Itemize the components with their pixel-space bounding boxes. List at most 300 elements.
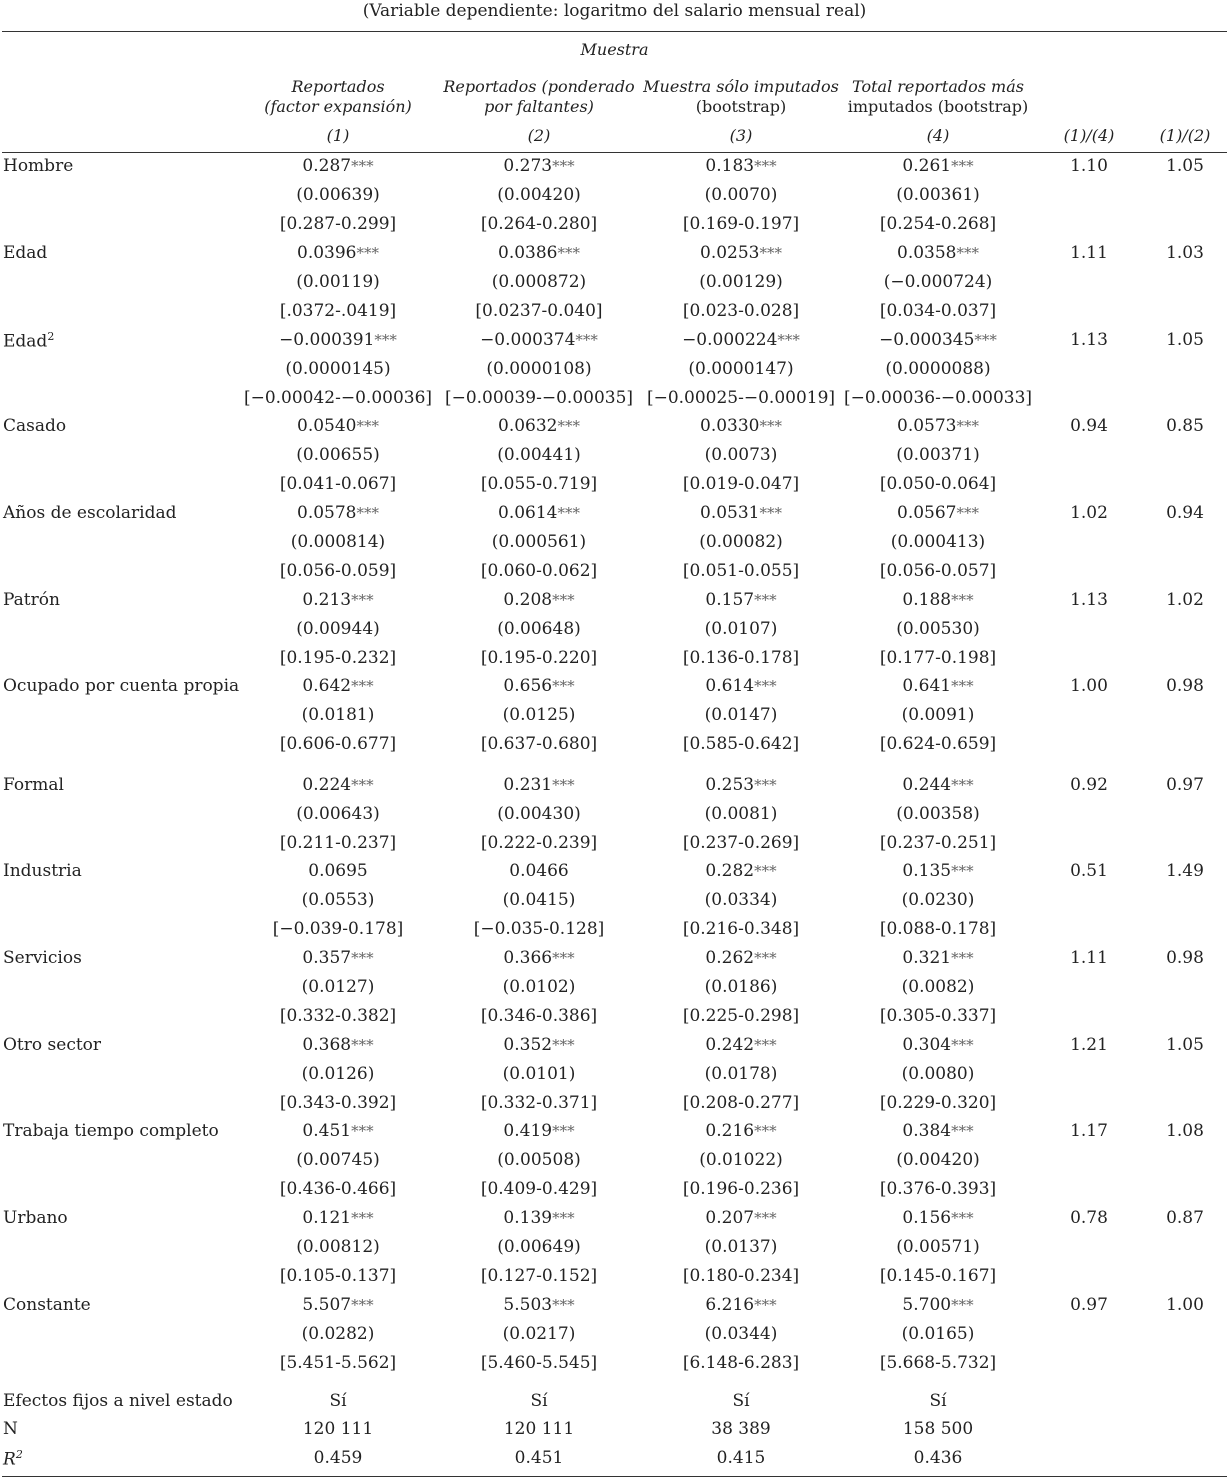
confidence-interval-cell: [0.019-0.047] (682, 474, 800, 494)
table-row-coefficient (0, 1295, 1229, 1324)
footer-cell: 120 111 (302, 1419, 374, 1439)
coefficient-cell: 0.304*** (902, 1035, 974, 1055)
significance-stars: *** (951, 157, 974, 175)
table-row-confidence-interval (0, 919, 1229, 948)
confidence-interval-cell: [0.195-0.232] (279, 648, 397, 668)
bottom-rule (2, 1476, 1227, 1477)
significance-stars: *** (759, 244, 782, 262)
coefficient-cell: 5.700*** (902, 1295, 974, 1315)
confidence-interval-cell: [0.264-0.280] (480, 214, 598, 234)
coefficient-cell: 0.183*** (705, 156, 777, 176)
significance-stars: *** (951, 1122, 974, 1140)
significance-stars: *** (552, 1122, 575, 1140)
column-number-3: (3) (729, 126, 753, 145)
significance-stars: *** (351, 677, 374, 695)
confidence-interval-cell: [0.211-0.237] (279, 833, 397, 853)
table-row-standard-error (0, 445, 1229, 474)
confidence-interval-cell: [.0372-.0419] (279, 301, 397, 321)
table-row-confidence-interval (0, 474, 1229, 503)
footer-label: $R^2$ (3, 1448, 23, 1470)
table-row-confidence-interval (0, 1093, 1229, 1122)
confidence-interval-cell: [0.332-0.371] (480, 1093, 598, 1113)
coefficient-cell: 0.656*** (503, 676, 575, 696)
standard-error-cell: (0.0282) (301, 1324, 375, 1344)
confidence-interval-cell: [0.050-0.064] (879, 474, 997, 494)
ratio-cell: 0.85 (1166, 416, 1204, 436)
column-header-line1: Muestra sólo imputados (643, 77, 839, 96)
ratio-cell: 1.49 (1166, 861, 1204, 881)
significance-stars: *** (356, 417, 379, 435)
confidence-interval-cell: [0.177-0.198] (879, 648, 997, 668)
coefficient-cell: 0.0578*** (297, 503, 379, 523)
significance-stars: *** (974, 331, 997, 349)
ratio-cell: 1.05 (1166, 1035, 1204, 1055)
table-row-confidence-interval (0, 1353, 1229, 1382)
coefficient-cell: 0.0358*** (897, 243, 979, 263)
significance-stars: *** (951, 862, 974, 880)
coefficient-cell: −0.000345*** (879, 330, 997, 350)
table-row-standard-error (0, 1324, 1229, 1353)
table-row-standard-error (0, 1064, 1229, 1093)
footer-cell: 158 500 (902, 1419, 974, 1439)
coefficient-cell: 0.0386*** (498, 243, 580, 263)
standard-error-cell: (0.01022) (699, 1150, 783, 1170)
ratio-cell: 1.02 (1070, 503, 1108, 523)
significance-stars: *** (552, 776, 575, 794)
row-label: Ocupado por cuenta propia (3, 676, 240, 696)
standard-error-cell: (0.0000145) (285, 359, 391, 379)
coefficient-cell: 0.213*** (302, 590, 374, 610)
ratio-cell: 1.00 (1166, 1295, 1204, 1315)
significance-stars: *** (552, 949, 575, 967)
table-row-coefficient (0, 503, 1229, 532)
confidence-interval-cell: [0.216-0.348] (682, 919, 800, 939)
row-label: Edad (3, 243, 48, 263)
row-label: Casado (3, 416, 67, 436)
row-label: Patrón (3, 590, 60, 610)
significance-stars: *** (557, 417, 580, 435)
table-row-confidence-interval (0, 648, 1229, 677)
standard-error-cell: (0.0102) (502, 977, 576, 997)
coefficient-cell: 0.261*** (902, 156, 974, 176)
row-label: Urbano (3, 1208, 68, 1228)
table-row-standard-error (0, 1237, 1229, 1266)
standard-error-cell: (0.0127) (301, 977, 375, 997)
row-label: Otro sector (3, 1035, 102, 1055)
coefficient-cell: 6.216*** (705, 1295, 777, 1315)
table-row-confidence-interval (0, 1006, 1229, 1035)
confidence-interval-cell: [0.287-0.299] (279, 214, 397, 234)
coefficient-cell: 0.262*** (705, 948, 777, 968)
coefficient-cell: 0.121*** (302, 1208, 374, 1228)
row-label: Servicios (3, 948, 82, 968)
standard-error-cell: (0.00649) (497, 1237, 581, 1257)
standard-error-cell: (0.00530) (896, 619, 980, 639)
significance-stars: *** (951, 1209, 974, 1227)
confidence-interval-cell: [5.451-5.562] (279, 1353, 397, 1373)
column-number-2: (2) (527, 126, 551, 145)
standard-error-cell: (0.0186) (704, 977, 778, 997)
confidence-interval-cell: [0.585-0.642] (682, 734, 800, 754)
confidence-interval-cell: [−0.039-0.178] (272, 919, 404, 939)
footer-cell: Sí (530, 1391, 548, 1411)
significance-stars: *** (754, 157, 777, 175)
standard-error-cell: (−0.000724) (883, 272, 993, 292)
standard-error-cell: (0.00082) (699, 532, 783, 552)
significance-stars: *** (351, 157, 374, 175)
coefficient-cell: 0.368*** (302, 1035, 374, 1055)
standard-error-cell: (0.0415) (502, 890, 576, 910)
confidence-interval-cell: [0.041-0.067] (279, 474, 397, 494)
column-number-1: (1) (326, 126, 350, 145)
standard-error-cell: (0.000561) (491, 532, 587, 552)
table-row-coefficient (0, 1208, 1229, 1237)
top-rule (2, 31, 1227, 32)
significance-stars: *** (351, 1209, 374, 1227)
table-row-coefficient (0, 775, 1229, 804)
standard-error-cell: (0.00129) (699, 272, 783, 292)
table-row-confidence-interval (0, 1266, 1229, 1295)
confidence-interval-cell: [0.237-0.269] (682, 833, 800, 853)
significance-stars: *** (754, 677, 777, 695)
significance-stars: *** (552, 157, 575, 175)
coefficient-cell: 0.244*** (902, 775, 974, 795)
confidence-interval-cell: [0.436-0.466] (279, 1179, 397, 1199)
footer-row (0, 1391, 1229, 1420)
confidence-interval-cell: [0.088-0.178] (879, 919, 997, 939)
coefficient-cell: 0.352*** (503, 1035, 575, 1055)
ratio-cell: 1.02 (1166, 590, 1204, 610)
column-header-line2: (factor expansión) (264, 97, 412, 116)
coefficient-cell: 0.273*** (503, 156, 575, 176)
standard-error-cell: (0.0178) (704, 1064, 778, 1084)
confidence-interval-cell: [0.624-0.659] (879, 734, 997, 754)
confidence-interval-cell: [0.305-0.337] (879, 1006, 997, 1026)
standard-error-cell: (0.0000088) (885, 359, 991, 379)
confidence-interval-cell: [0.606-0.677] (279, 734, 397, 754)
significance-stars: *** (356, 244, 379, 262)
ratio-cell: 0.97 (1166, 775, 1204, 795)
confidence-interval-cell: [0.169-0.197] (682, 214, 800, 234)
standard-error-cell: (0.000814) (290, 532, 386, 552)
row-label: Trabaja tiempo completo (3, 1121, 219, 1141)
footer-cell: 120 111 (503, 1419, 575, 1439)
coefficient-cell: 0.157*** (705, 590, 777, 610)
footer-cell: Sí (329, 1391, 347, 1411)
coefficient-cell: 0.321*** (902, 948, 974, 968)
significance-stars: *** (951, 949, 974, 967)
confidence-interval-cell: [0.196-0.236] (682, 1179, 800, 1199)
standard-error-cell: (0.0000147) (688, 359, 794, 379)
significance-stars: *** (374, 331, 397, 349)
confidence-interval-cell: [0.034-0.037] (879, 301, 997, 321)
significance-stars: *** (351, 776, 374, 794)
coefficient-cell: 0.0466 (509, 861, 569, 881)
standard-error-cell: (0.00745) (296, 1150, 380, 1170)
table-row-standard-error (0, 1150, 1229, 1179)
column-header-2 (439, 77, 639, 117)
standard-error-cell: (0.0125) (502, 705, 576, 725)
coefficient-cell: 0.419*** (503, 1121, 575, 1141)
standard-error-cell: (0.0344) (704, 1324, 778, 1344)
standard-error-cell: (0.00358) (896, 804, 980, 824)
table-row-standard-error (0, 272, 1229, 301)
confidence-interval-cell: [0.225-0.298] (682, 1006, 800, 1026)
ratio-cell: 0.94 (1166, 503, 1204, 523)
significance-stars: *** (951, 591, 974, 609)
coefficient-cell: 0.0632*** (498, 416, 580, 436)
standard-error-cell: (0.00371) (896, 445, 980, 465)
table-caption: (Variable dependiente: logaritmo del salario mensual real) (362, 1, 867, 21)
confidence-interval-cell: [0.055-0.719] (480, 474, 598, 494)
coefficient-cell: 0.0396*** (297, 243, 379, 263)
superscript: 2 (15, 1448, 23, 1461)
footer-cell: Sí (929, 1391, 947, 1411)
confidence-interval-cell: [5.460-5.545] (480, 1353, 598, 1373)
standard-error-cell: (0.0334) (704, 890, 778, 910)
significance-stars: *** (754, 1036, 777, 1054)
footer-label: Efectos fijos a nivel estado (3, 1391, 233, 1411)
confidence-interval-cell: [−0.00036-−0.00033] (843, 388, 1033, 408)
coefficient-cell: 0.357*** (302, 948, 374, 968)
standard-error-cell: (0.0217) (502, 1324, 576, 1344)
standard-error-cell: (0.00430) (497, 804, 581, 824)
coefficient-cell: 0.188*** (902, 590, 974, 610)
standard-error-cell: (0.00639) (296, 185, 380, 205)
standard-error-cell: (0.0165) (901, 1324, 975, 1344)
table-row-coefficient (0, 590, 1229, 619)
coefficient-cell: 0.208*** (503, 590, 575, 610)
coefficient-cell: 0.641*** (902, 676, 974, 696)
table-row-coefficient (0, 1035, 1229, 1064)
standard-error-cell: (0.0081) (704, 804, 778, 824)
significance-stars: *** (557, 244, 580, 262)
ratio-cell: 1.11 (1070, 243, 1108, 263)
table-row-confidence-interval (0, 301, 1229, 330)
table-row-standard-error (0, 359, 1229, 388)
column-header-4 (838, 77, 1038, 117)
significance-stars: *** (759, 417, 782, 435)
row-label: Hombre (3, 156, 74, 176)
coefficient-cell: 0.0253*** (700, 243, 782, 263)
standard-error-cell: (0.0000108) (486, 359, 592, 379)
footer-cell: 0.451 (514, 1448, 564, 1468)
ratio-cell: 0.97 (1070, 1295, 1108, 1315)
standard-error-cell: (0.0107) (704, 619, 778, 639)
footer-cell: 38 389 (711, 1419, 771, 1439)
table-row-confidence-interval (0, 734, 1229, 763)
confidence-interval-cell: [−0.00042-−0.00036] (243, 388, 433, 408)
significance-stars: *** (552, 1209, 575, 1227)
ratio-cell: 1.13 (1070, 590, 1108, 610)
confidence-interval-cell: [0.254-0.268] (879, 214, 997, 234)
column-header-3 (641, 77, 841, 117)
standard-error-cell: (0.00420) (497, 185, 581, 205)
coefficient-cell: 0.216*** (705, 1121, 777, 1141)
standard-error-cell: (0.0082) (901, 977, 975, 997)
confidence-interval-cell: [−0.00039-−0.00035] (444, 388, 634, 408)
confidence-interval-cell: [0.637-0.680] (480, 734, 598, 754)
significance-stars: *** (351, 1036, 374, 1054)
significance-stars: *** (951, 776, 974, 794)
standard-error-cell: (0.00812) (296, 1237, 380, 1257)
significance-stars: *** (557, 504, 580, 522)
coefficient-cell: 0.0573*** (897, 416, 979, 436)
column-header-line2: por faltantes) (484, 97, 594, 116)
coefficient-cell: 5.507*** (302, 1295, 374, 1315)
table-row-standard-error (0, 619, 1229, 648)
coefficient-cell: 0.287*** (302, 156, 374, 176)
standard-error-cell: (0.0147) (704, 705, 778, 725)
standard-error-cell: (0.000413) (890, 532, 986, 552)
table-row-standard-error (0, 977, 1229, 1006)
ratio-cell: 0.78 (1070, 1208, 1108, 1228)
ratio-cell: 0.94 (1070, 416, 1108, 436)
standard-error-cell: (0.00441) (497, 445, 581, 465)
table-row-standard-error (0, 185, 1229, 214)
confidence-interval-cell: [0.127-0.152] (480, 1266, 598, 1286)
footer-cell: Sí (732, 1391, 750, 1411)
significance-stars: *** (575, 331, 598, 349)
standard-error-cell: (0.0080) (901, 1064, 975, 1084)
standard-error-cell: (0.0073) (704, 445, 778, 465)
ratio-cell: 0.98 (1166, 948, 1204, 968)
standard-error-cell: (0.00643) (296, 804, 380, 824)
column-header-1 (243, 77, 433, 117)
standard-error-cell: (0.00655) (296, 445, 380, 465)
table-row-confidence-interval (0, 1179, 1229, 1208)
standard-error-cell: (0.00648) (497, 619, 581, 639)
coefficient-cell: −0.000391*** (279, 330, 397, 350)
standard-error-cell: (0.0070) (704, 185, 778, 205)
significance-stars: *** (956, 504, 979, 522)
footer-row (0, 1448, 1229, 1477)
footer-cell: 0.415 (716, 1448, 766, 1468)
coefficient-cell: 0.135*** (902, 861, 974, 881)
significance-stars: *** (951, 677, 974, 695)
table-row-coefficient (0, 1121, 1229, 1150)
column-header-line2: imputados (bootstrap) (847, 97, 1029, 116)
table-row-coefficient (0, 416, 1229, 445)
confidence-interval-cell: [0.346-0.386] (480, 1006, 598, 1026)
standard-error-cell: (0.00508) (497, 1150, 581, 1170)
coefficient-cell: 0.0540*** (297, 416, 379, 436)
confidence-interval-cell: [0.376-0.393] (879, 1179, 997, 1199)
coefficient-cell: −0.000374*** (480, 330, 598, 350)
table-row-standard-error (0, 705, 1229, 734)
coefficient-cell: 0.139*** (503, 1208, 575, 1228)
ratio-cell: 1.05 (1166, 156, 1204, 176)
coefficient-cell: 0.0330*** (700, 416, 782, 436)
confidence-interval-cell: [6.148-6.283] (682, 1353, 800, 1373)
coefficient-cell: 0.156*** (902, 1208, 974, 1228)
confidence-interval-cell: [0.056-0.059] (279, 561, 397, 581)
column-header-line1: Reportados (291, 77, 385, 96)
ratio-cell: 1.13 (1070, 330, 1108, 350)
confidence-interval-cell: [0.060-0.062] (480, 561, 598, 581)
confidence-interval-cell: [0.409-0.429] (480, 1179, 598, 1199)
confidence-interval-cell: [0.195-0.220] (480, 648, 598, 668)
confidence-interval-cell: [0.0237-0.040] (475, 301, 603, 321)
sample-header: Muestra (580, 40, 649, 59)
coefficient-cell: 0.207*** (705, 1208, 777, 1228)
significance-stars: *** (754, 1209, 777, 1227)
table-row-standard-error (0, 532, 1229, 561)
table-row-standard-error (0, 890, 1229, 919)
footer-label: N (3, 1419, 18, 1439)
confidence-interval-cell: [0.237-0.251] (879, 833, 997, 853)
significance-stars: *** (351, 591, 374, 609)
coefficient-cell: 0.0695 (308, 861, 368, 881)
standard-error-cell: (0.00944) (296, 619, 380, 639)
standard-error-cell: (0.0091) (901, 705, 975, 725)
standard-error-cell: (0.00420) (896, 1150, 980, 1170)
ratio-cell: 1.11 (1070, 948, 1108, 968)
significance-stars: *** (759, 504, 782, 522)
row-label: Constante (3, 1295, 91, 1315)
table-row-coefficient (0, 948, 1229, 977)
confidence-interval-cell: [−0.00025-−0.00019] (646, 388, 836, 408)
table-row-coefficient (0, 330, 1229, 359)
significance-stars: *** (552, 677, 575, 695)
standard-error-cell: (0.0230) (901, 890, 975, 910)
standard-error-cell: (0.000872) (491, 272, 587, 292)
significance-stars: *** (754, 776, 777, 794)
coefficient-cell: 0.384*** (902, 1121, 974, 1141)
confidence-interval-cell: [0.105-0.137] (279, 1266, 397, 1286)
coefficient-cell: 0.224*** (302, 775, 374, 795)
column-header-line2: (bootstrap) (695, 97, 787, 116)
ratio-cell: 0.92 (1070, 775, 1108, 795)
table-row-coefficient (0, 243, 1229, 272)
footer-cell: 0.459 (313, 1448, 363, 1468)
significance-stars: *** (351, 1296, 374, 1314)
significance-stars: *** (754, 1296, 777, 1314)
confidence-interval-cell: [0.208-0.277] (682, 1093, 800, 1113)
confidence-interval-cell: [0.332-0.382] (279, 1006, 397, 1026)
table-row-confidence-interval (0, 388, 1229, 417)
significance-stars: *** (754, 862, 777, 880)
significance-stars: *** (754, 591, 777, 609)
confidence-interval-cell: [0.343-0.392] (279, 1093, 397, 1113)
coefficient-cell: 0.614*** (705, 676, 777, 696)
confidence-interval-cell: [0.229-0.320] (879, 1093, 997, 1113)
significance-stars: *** (356, 504, 379, 522)
coefficient-cell: 0.0567*** (897, 503, 979, 523)
confidence-interval-cell: [0.051-0.055] (682, 561, 800, 581)
standard-error-cell: (0.0126) (301, 1064, 375, 1084)
table-row-confidence-interval (0, 833, 1229, 862)
column-number-4: (4) (926, 126, 950, 145)
ratio-cell: 1.17 (1070, 1121, 1108, 1141)
coefficient-cell: 0.642*** (302, 676, 374, 696)
footer-cell: 0.436 (913, 1448, 963, 1468)
ratio-cell: 1.10 (1070, 156, 1108, 176)
confidence-interval-cell: [0.056-0.057] (879, 561, 997, 581)
coefficient-cell: 0.242*** (705, 1035, 777, 1055)
footer-row (0, 1419, 1229, 1448)
standard-error-cell: (0.00119) (296, 272, 380, 292)
confidence-interval-cell: [5.668-5.732] (879, 1353, 997, 1373)
row-label: Edad$^2$ (3, 330, 55, 352)
header-rule (2, 152, 1227, 153)
ratio-cell: 0.87 (1166, 1208, 1204, 1228)
table-row-coefficient (0, 156, 1229, 185)
coefficient-cell: −0.000224*** (682, 330, 800, 350)
row-label: Formal (3, 775, 64, 795)
coefficient-cell: 5.503*** (503, 1295, 575, 1315)
column-header-line1: Total reportados más (852, 77, 1024, 96)
